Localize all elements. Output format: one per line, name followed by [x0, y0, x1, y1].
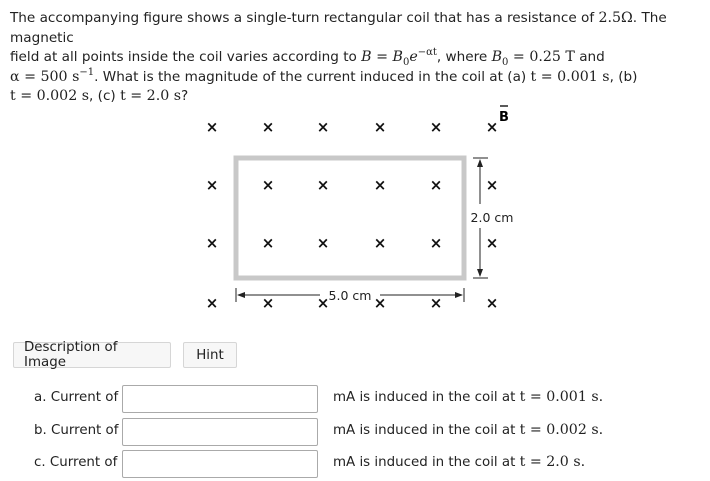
field-x-marker: ×: [373, 118, 387, 136]
answer-suffix-c: mA is induced in the coil at t = 2.0 s.: [333, 454, 586, 470]
field-x-marker: ×: [429, 118, 443, 136]
b-field-label: [499, 106, 509, 125]
field-x-marker: ×: [373, 234, 387, 252]
field-x-marker: ×: [373, 294, 387, 312]
answer-label-b: b. Current of: [34, 423, 119, 438]
problem-text: field at all points inside the coil varies according to: [10, 49, 362, 65]
field-x-marker: ×: [316, 176, 330, 194]
answer-input-b[interactable]: [122, 418, 318, 446]
field-markers: [206, 118, 499, 312]
field-x-marker: ×: [429, 234, 443, 252]
description-of-image-button[interactable]: Description of Image: [13, 342, 171, 368]
coil-figure: [190, 100, 530, 330]
svg-text:B: B: [499, 110, 509, 125]
field-x-marker: ×: [429, 176, 443, 194]
problem-text: and: [574, 49, 605, 65]
field-x-marker: ×: [205, 234, 219, 252]
problem-text: ?: [181, 88, 189, 104]
field-x-marker: ×: [485, 176, 499, 194]
problem-text: , where: [436, 49, 492, 65]
field-x-marker: ×: [485, 234, 499, 252]
alpha-value: α = 500 $s^{-1}$: [10, 66, 95, 85]
field-x-marker: ×: [261, 234, 275, 252]
field-formula: $B = B_0e^{-\alpha t}$: [361, 47, 437, 68]
problem-line-3: [10, 68, 700, 88]
field-x-marker: ×: [316, 118, 330, 136]
field-x-marker: ×: [261, 176, 275, 194]
b0-value: $B_0 = 0.25$ T: [491, 49, 575, 68]
field-x-marker: ×: [316, 294, 330, 312]
field-x-marker: ×: [485, 294, 499, 312]
answer-suffix-b: mA is induced in the coil at t = 0.002 s.: [333, 422, 604, 438]
answer-input-c[interactable]: [122, 450, 318, 478]
field-x-marker: ×: [429, 294, 443, 312]
answer-input-a[interactable]: [122, 385, 318, 413]
time-b: t = 0.002 s: [10, 88, 90, 104]
time-a: t = 0.001 s: [530, 68, 610, 85]
width-label: 5.0 cm: [328, 288, 372, 303]
problem-text: . What is the magnitude of the current induced in the coil at (a): [94, 68, 531, 85]
field-x-marker: ×: [485, 118, 499, 136]
answer-label-a: a. Current of: [34, 390, 119, 405]
answer-row-a: [0, 384, 710, 416]
problem-text: The accompanying figure shows a single-turn rectangular coil that has a resistance of: [10, 10, 599, 26]
field-x-marker: ×: [261, 118, 275, 136]
field-x-marker: ×: [205, 118, 219, 136]
problem-text: . The magnetic: [10, 10, 667, 46]
answer-row-b: [0, 417, 710, 449]
height-label: 2.0 cm: [470, 210, 514, 225]
resistance-value: 2.5Ω: [598, 10, 633, 26]
problem-statement: [10, 9, 700, 107]
problem-text: , (c): [89, 88, 121, 104]
field-x-marker: ×: [316, 234, 330, 252]
field-x-marker: ×: [205, 176, 219, 194]
problem-line-2: [10, 48, 700, 68]
field-x-marker: ×: [261, 294, 275, 312]
problem-text: , (b): [609, 68, 638, 85]
field-x-marker: ×: [373, 176, 387, 194]
problem-line-1: [10, 9, 700, 48]
time-c: t = 2.0 s: [120, 88, 182, 104]
answer-label-c: c. Current of: [34, 455, 118, 470]
answer-row-c: [0, 449, 710, 481]
answer-suffix-a: mA is induced in the coil at t = 0.001 s.: [333, 389, 604, 405]
field-x-marker: ×: [205, 294, 219, 312]
hint-button[interactable]: Hint: [183, 342, 237, 368]
